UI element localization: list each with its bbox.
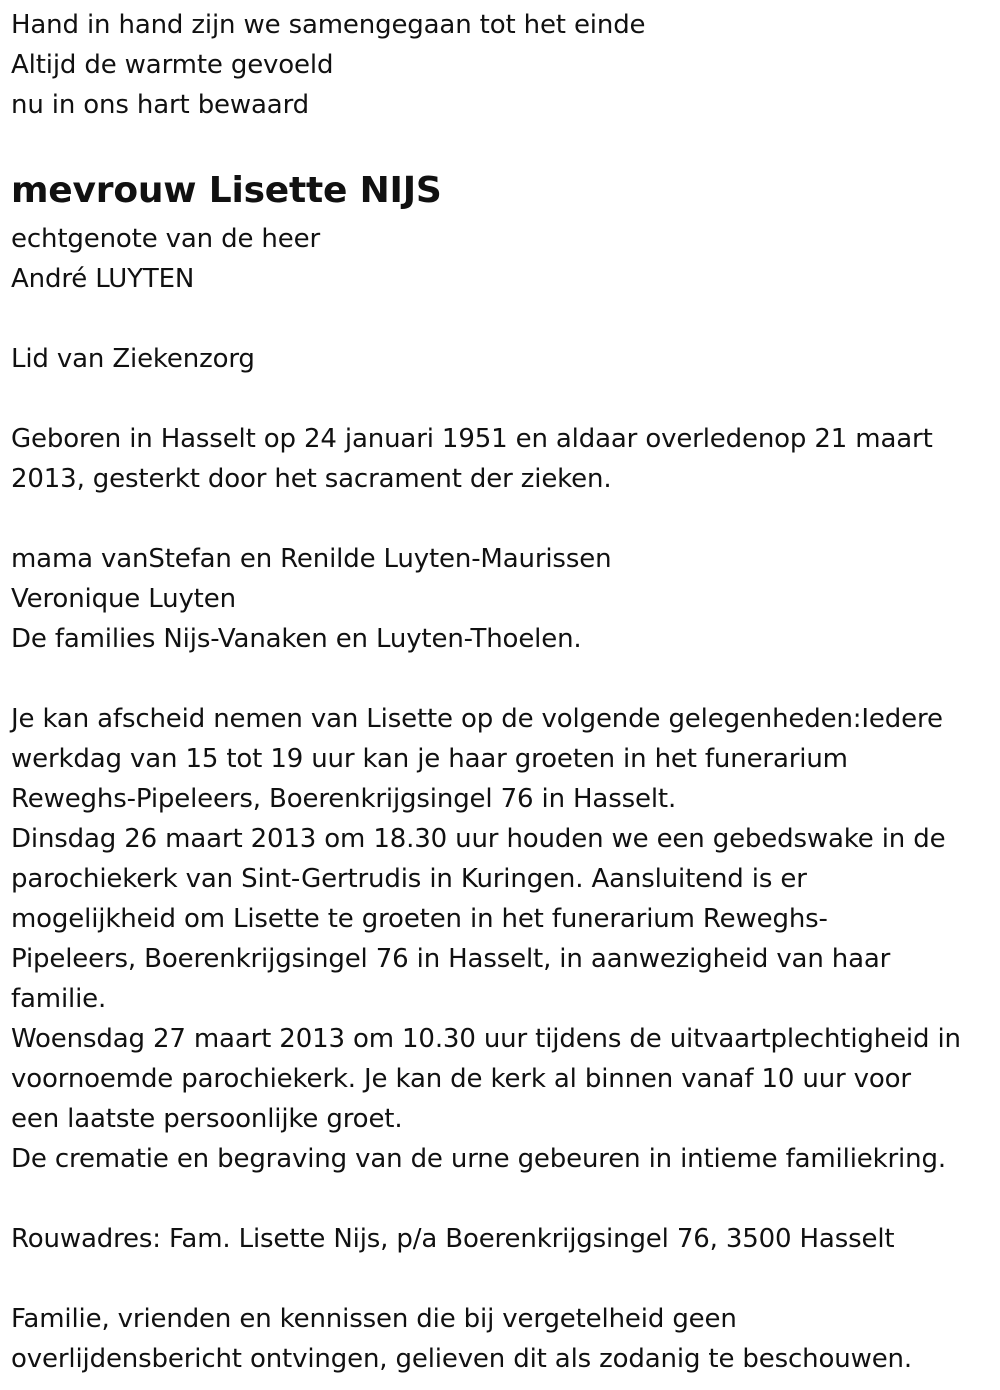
deceased-name: mevrouw Lisette NIJS bbox=[11, 170, 442, 211]
farewell-line: Woensdag 27 maart 2013 om 10.30 uur tijdens de uitvaartplechtigheid in bbox=[11, 1024, 961, 1054]
spouse-intro: echtgenote van de heer bbox=[11, 224, 320, 254]
farewell-line: Pipeleers, Boerenkrijgsingel 76 in Hasselt, in aanwezigheid van haar bbox=[11, 944, 891, 974]
closing-line: Familie, vrienden en kennissen die bij vergetelheid geen bbox=[11, 1304, 737, 1334]
poem-line: nu in ons hart bewaard bbox=[11, 90, 310, 120]
farewell-line: Dinsdag 26 maart 2013 om 18.30 uur houden we een gebedswake in de bbox=[11, 824, 946, 854]
birth-death-line: Geboren in Hasselt op 24 januari 1951 en aldaar overledenop 21 maart bbox=[11, 424, 933, 454]
farewell-line: parochiekerk van Sint-Gertrudis in Kuringen. Aansluitend is er bbox=[11, 864, 807, 894]
family-line: De families Nijs-Vanaken en Luyten-Thoelen. bbox=[11, 624, 582, 654]
spouse-name: André LUYTEN bbox=[11, 264, 195, 294]
mourning-address: Rouwadres: Fam. Lisette Nijs, p/a Boerenkrijgsingel 76, 3500 Hasselt bbox=[11, 1224, 895, 1254]
family-line: mama vanStefan en Renilde Luyten-Maurissen bbox=[11, 544, 612, 574]
closing-line: overlijdensbericht ontvingen, gelieven dit als zodanig te beschouwen. bbox=[11, 1344, 912, 1374]
farewell-line: een laatste persoonlijke groet. bbox=[11, 1104, 403, 1134]
farewell-line: mogelijkheid om Lisette te groeten in het funerarium Reweghs- bbox=[11, 904, 828, 934]
spouse-block bbox=[11, 219, 992, 299]
farewell-line: De crematie en begraving van de urne gebeuren in intieme familiekring. bbox=[11, 1144, 946, 1174]
farewell-line: voornoemde parochiekerk. Je kan de kerk al binnen vanaf 10 uur voor bbox=[11, 1064, 911, 1094]
poem bbox=[11, 5, 992, 125]
poem-line: Hand in hand zijn we samengegaan tot het einde bbox=[11, 10, 646, 40]
poem-line: Altijd de warmte gevoeld bbox=[11, 50, 334, 80]
farewell-line: Reweghs-Pipeleers, Boerenkrijgsingel 76 in Hasselt. bbox=[11, 784, 677, 814]
farewell-line: familie. bbox=[11, 984, 107, 1014]
family-line: Veronique Luyten bbox=[11, 584, 236, 614]
farewell-line: werkdag van 15 tot 19 uur kan je haar groeten in het funerarium bbox=[11, 744, 848, 774]
membership: Lid van Ziekenzorg bbox=[11, 344, 255, 374]
farewell-block bbox=[11, 699, 992, 1179]
closing-block bbox=[11, 1299, 992, 1379]
family-block bbox=[11, 539, 992, 659]
farewell-line: Je kan afscheid nemen van Lisette op de volgende gelegenheden:Iedere bbox=[11, 704, 943, 734]
birth-death-line: 2013, gesterkt door het sacrament der zieken. bbox=[11, 464, 612, 494]
birth-death-block bbox=[11, 419, 992, 499]
